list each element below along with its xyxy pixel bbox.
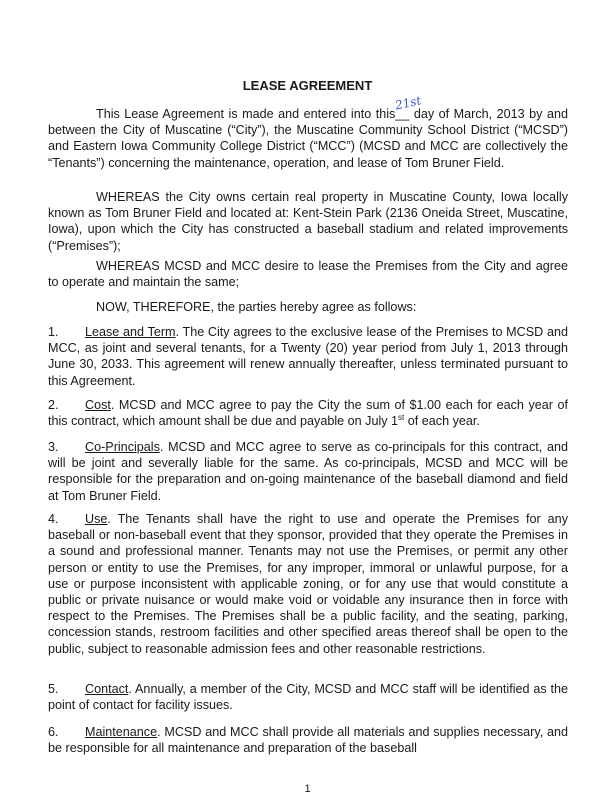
section-heading: Co-Principals (85, 440, 160, 454)
superscript: st (398, 413, 405, 423)
section-6 (48, 724, 568, 756)
section-text: . MCSD and MCC agree to pay the City the sum of $1.00 each for each year of this contract, which amount shall be due and payable on July 1 (48, 398, 568, 429)
whereas-paragraph-1: WHEREAS the City owns certain real property in Muscatine County, Iowa locally known as Tom Bruner Field and located at: Kent-Stein Park (2136 Oneida Street, Muscatine, Iowa), upon which the City has constructed a baseball stadium and related improvements (“Premises”); (48, 190, 568, 253)
page-number: 1 (304, 783, 311, 795)
section-heading: Cost (85, 398, 111, 412)
section-number: 6. (48, 725, 59, 739)
section-number: 3. (48, 440, 59, 454)
now-therefore-paragraph: NOW, THEREFORE, the parties hereby agree as follows: (96, 300, 417, 314)
section-1 (48, 324, 568, 389)
section-number: 5. (48, 682, 59, 696)
section-4 (48, 511, 568, 657)
section-number: 4. (48, 512, 59, 526)
section-heading: Maintenance (85, 725, 158, 739)
section-number: 1. (48, 325, 59, 339)
section-text-after: of each year. (404, 414, 480, 429)
section-text: . MCSD and MCC agree to serve as co-principals for this contract, and will be joint and severally liable for the same. As co-principals, MCSD and MCC will be responsible for the preparation and on-going maintenance of the baseball diamond and field at Tom Bruner Field. (48, 440, 568, 503)
section-5 (48, 681, 568, 713)
section-text: . MCSD and MCC shall provide all materials and supplies necessary, and be responsible for all maintenance and preparation of the baseball (48, 725, 568, 756)
section-heading: Use (85, 512, 108, 526)
document-title: LEASE AGREEMENT (242, 78, 373, 93)
handwritten-day: 21st (393, 93, 423, 113)
intro-paragraph: This Lease Agreement is made and entered into this__ day of March, 2013 by and between the City of Muscatine (“City”), the Muscatine Community School District (“MCSD”) and Eastern Iowa Community College District (“MCC”) (MCSD and MCC are collectively the “Tenants”) concerning the maintenance, operation, and lease of Tom Bruner Field. (48, 107, 568, 170)
section-heading: Contact (85, 682, 129, 696)
section-2 (48, 397, 568, 429)
section-text: . The Tenants shall have the right to use and operate the Premises for any baseball or non-baseball event that they sponsor, provided that they operate the Premises in a sound and professional manner. Tenants may not use the Premises, or permit any other person or entity to use the Premises, for any improper, immoral or unlawful purpose, for a use or purpose inconsistent with applicable zoning, or for any use that would constitute a public or private nuisance or would make void or voidable any insurance then in force with respect to the Premises. The Premises shall be a public facility, and the seating, parking, concession stands, restroom facilities and other specified areas thereof shall be open to the public, subject to reasonable admission fees and other reasonable restrictions. (48, 512, 568, 656)
whereas-paragraph-2: WHEREAS MCSD and MCC desire to lease the Premises from the City and agree to operate and maintain the same; (48, 259, 568, 290)
section-text: . The City agrees to the exclusive lease of the Premises to MCSD and MCC, as joint and several tenants, for a Twenty (20) year period from July 1, 2013 through June 30, 2033. This agreement will renew annually thereafter, unless terminated pursuant to this Agreement. (48, 325, 568, 388)
section-3 (48, 439, 568, 504)
section-number: 2. (48, 398, 59, 412)
section-text: . Annually, a member of the City, MCSD and MCC staff will be identified as the point of contact for facility issues. (48, 682, 568, 713)
section-heading: Lease and Term (85, 325, 176, 339)
